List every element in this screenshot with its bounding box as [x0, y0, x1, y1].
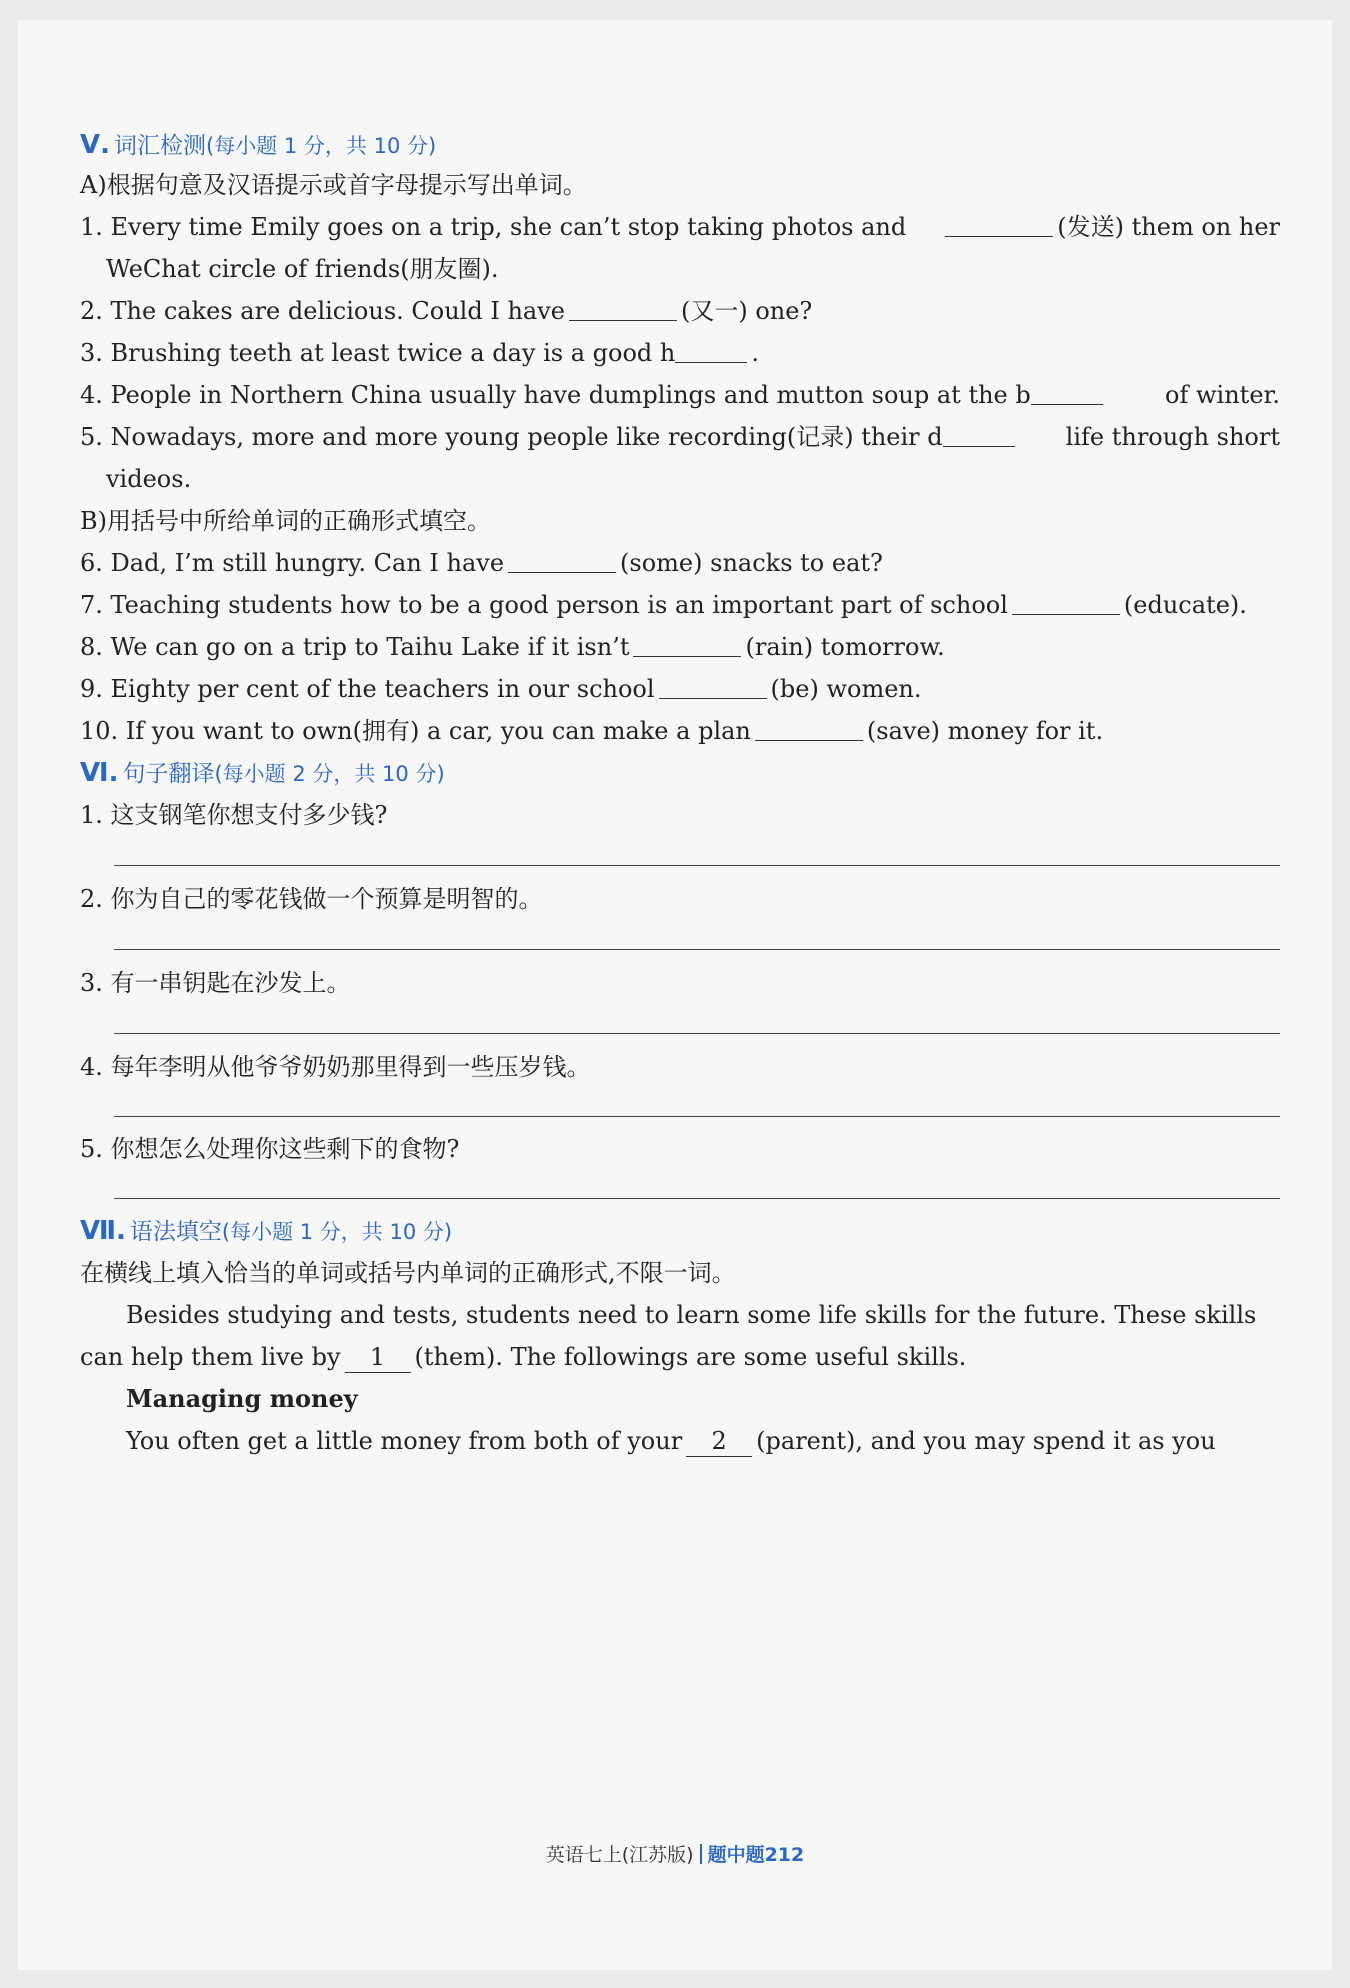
- question-text: (rain) tomorrow.: [745, 633, 945, 661]
- section-title: 词汇检测: [114, 133, 206, 159]
- footer-divider: [700, 1844, 702, 1864]
- section-score: (每小题 1 分，共 10 分): [221, 1220, 453, 1244]
- question-text: .: [751, 339, 759, 367]
- question-3: [80, 338, 759, 368]
- translation-4: 4. 每年李明从他爷爷奶奶那里得到一些压岁钱。: [80, 1053, 591, 1081]
- question-text: 6. Dad, I’m still hungry. Can I have: [80, 549, 505, 577]
- question-text: life through short: [1065, 423, 1280, 451]
- question-1: [80, 212, 1280, 242]
- answer-line[interactable]: [114, 1033, 1280, 1034]
- question-6: [80, 548, 883, 578]
- translation-5: 5. 你想怎么处理你这些剩下的食物?: [80, 1135, 460, 1163]
- question-10: [80, 716, 1103, 746]
- question-text: (some) snacks to eat?: [620, 549, 883, 577]
- translation-2: 2. 你为自己的零花钱做一个预算是明智的。: [80, 885, 543, 913]
- question-text: 4. People in Northern China usually have dumplings and mutton soup at the b: [80, 381, 1031, 409]
- question-text: 1. Every time Emily goes on a trip, she can’t stop taking photos and: [80, 213, 907, 241]
- translation-1: 1. 这支钢笔你想支付多少钱?: [80, 801, 388, 829]
- question-5-cont: videos.: [106, 465, 192, 493]
- answer-blank[interactable]: [943, 424, 1015, 447]
- section-5-heading: [80, 130, 436, 161]
- question-text: 8. We can go on a trip to Taihu Lake if it isn’t: [80, 633, 630, 661]
- question-5: [80, 422, 1280, 452]
- section-number: Ⅴ.: [80, 130, 110, 160]
- question-text: 5. Nowadays, more and more young people like recording(记录) their d: [80, 423, 943, 451]
- section-title: 语法填空: [129, 1219, 222, 1245]
- question-text: 9. Eighty per cent of the teachers in our school: [80, 675, 655, 703]
- answer-blank[interactable]: [659, 676, 767, 699]
- section-number: Ⅶ.: [80, 1216, 126, 1246]
- passage-text: can help them live by: [80, 1343, 341, 1371]
- numbered-blank[interactable]: 1: [345, 1342, 411, 1373]
- passage-subheading: Managing money: [126, 1384, 358, 1413]
- question-text: 3. Brushing teeth at least twice a day is a good h: [80, 339, 676, 367]
- passage-text: (them). The followings are some useful skills.: [414, 1343, 967, 1371]
- question-text: (发送) them on her: [1057, 213, 1280, 241]
- question-text: 10. If you want to own(拥有) a car, you can make a plan: [80, 717, 751, 745]
- answer-line[interactable]: [114, 1116, 1280, 1117]
- question-text: (又一) one?: [680, 297, 813, 325]
- answer-blank[interactable]: [1031, 382, 1103, 405]
- question-text: (save) money for it.: [866, 717, 1104, 745]
- question-text: (educate).: [1123, 591, 1247, 619]
- section-7-instruction: 在横线上填入恰当的单词或括号内单词的正确形式,不限一词。: [80, 1259, 736, 1287]
- question-7: [80, 590, 1247, 620]
- question-text: (be) women.: [770, 675, 922, 703]
- question-text: 7. Teaching students how to be a good person is an important part of school: [80, 591, 1008, 619]
- question-text: of winter.: [1165, 381, 1280, 409]
- section-score: (每小题 1 分，共 10 分): [206, 134, 437, 158]
- question-text: 2. The cakes are delicious. Could I have: [80, 297, 565, 325]
- answer-blank[interactable]: [633, 634, 741, 657]
- answer-blank[interactable]: [569, 298, 677, 321]
- answer-blank[interactable]: [1012, 592, 1120, 615]
- book-title: 英语七上(江苏版): [545, 1844, 694, 1866]
- part-b-instruction: B)用括号中所给单词的正确形式填空。: [80, 507, 491, 535]
- question-4: [80, 380, 1280, 410]
- question-1-cont: WeChat circle of friends(朋友圈).: [106, 255, 499, 283]
- page-number: 212: [764, 1844, 805, 1866]
- question-8: [80, 632, 945, 662]
- question-9: [80, 674, 922, 704]
- answer-blank[interactable]: [755, 718, 863, 741]
- worksheet-page: [18, 20, 1332, 1970]
- section-title: 句子翻译: [122, 761, 215, 787]
- section-7-heading: [80, 1216, 452, 1247]
- page-footer: [18, 1840, 1332, 1867]
- section-score: (每小题 2 分，共 10 分): [214, 762, 445, 786]
- part-a-instruction: A)根据句意及汉语提示或首字母提示写出单词。: [80, 171, 587, 199]
- passage-text: You often get a little money from both of your: [126, 1427, 683, 1455]
- passage-line: [126, 1426, 1216, 1457]
- numbered-blank[interactable]: 2: [686, 1426, 752, 1457]
- answer-blank[interactable]: [675, 340, 747, 363]
- passage-text: (parent), and you may spend it as you: [756, 1427, 1216, 1455]
- answer-line[interactable]: [114, 1198, 1280, 1199]
- passage-line: [80, 1342, 966, 1373]
- answer-line[interactable]: [114, 949, 1280, 950]
- passage-line: Besides studying and tests, students need to learn some life skills for the future. These skills: [126, 1301, 1257, 1329]
- series-tag: 题中题: [707, 1844, 765, 1866]
- translation-3: 3. 有一串钥匙在沙发上。: [80, 969, 351, 997]
- answer-blank[interactable]: [945, 214, 1053, 237]
- answer-line[interactable]: [114, 865, 1280, 866]
- answer-blank[interactable]: [508, 550, 616, 573]
- question-2: [80, 296, 812, 326]
- section-number: Ⅵ.: [80, 758, 119, 788]
- section-6-heading: [80, 758, 445, 789]
